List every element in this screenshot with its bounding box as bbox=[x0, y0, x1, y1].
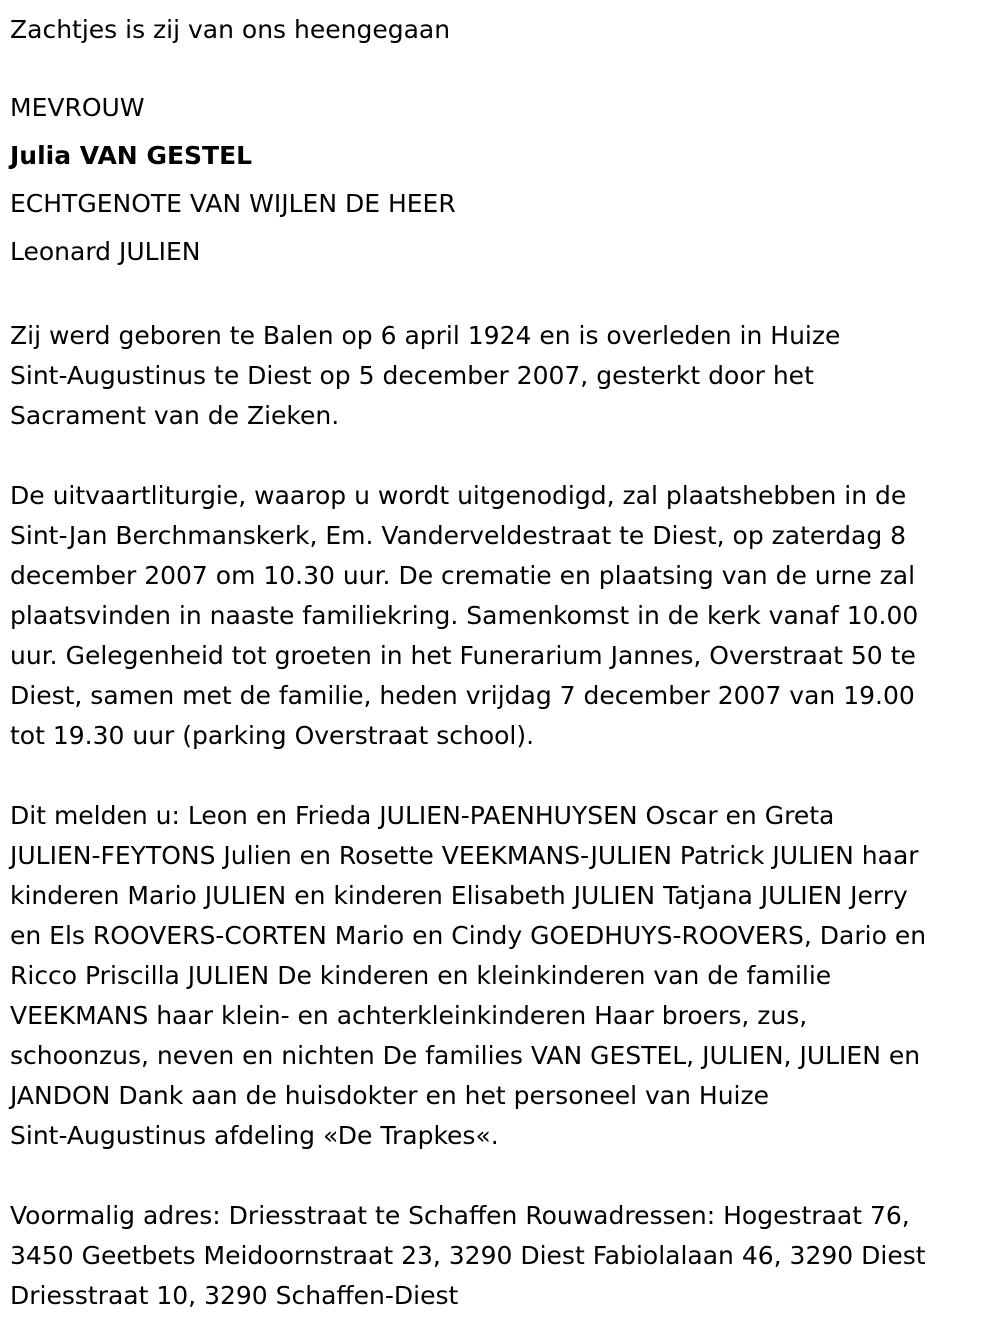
spacer bbox=[10, 436, 994, 476]
relation-line: ECHTGENOTE VAN WIJLEN DE HEER bbox=[10, 189, 456, 218]
funeral-paragraph: De uitvaartliturgie, waarop u wordt uitgenodigd, zal plaatshebben in de Sint-Jan Berchmanskerk, Em. Vanderveldestraat te Diest, op zaterdag 8 december 2007 om 10.30 uur. De crematie en plaatsing van de urne zal plaatsvinden in naaste familiekring. Samenkomst in de kerk vanaf 10.00 uur. Gelegenheid tot groeten in het Funerarium Jannes, Overstraat 50 te Diest, samen met de familie, heden vrijdag 7 december 2007 van 19.00 tot 19.30 uur (parking Overstraat school). bbox=[10, 481, 919, 750]
birth-death-paragraph: Zij werd geboren te Balen op 6 april 1924 en is overleden in Huize Sint-Augustinus te Diest op 5 december 2007, gesterkt door het Sacrament van de Zieken. bbox=[10, 321, 841, 430]
spacer bbox=[10, 756, 994, 796]
honorific: MEVROUW bbox=[10, 93, 145, 122]
spacer bbox=[10, 276, 994, 316]
family-paragraph: Dit melden u: Leon en Frieda JULIEN-PAENHUYSEN Oscar en Greta JULIEN-FEYTONS Julien en Rosette VEEKMANS-JULIEN Patrick JULIEN haar kinderen Mario JULIEN en kinderen Elisabeth JULIEN Tatjana JULIEN Jerry en Els ROOVERS-CORTEN Mario en Cindy GOEDHUYS-ROOVERS, Dario en Ricco Priscilla JULIEN De kinderen en kleinkinderen van de familie VEEKMANS haar klein- en achterkleinkinderen Haar broers, zus, schoonzus, neven en nichten De families VAN GESTEL, JULIEN, JULIEN en JANDON Dank aan de huisdokter en het personeel van Huize Sint-Augustinus afdeling «De Trapkes«. bbox=[10, 801, 927, 1150]
addresses-paragraph: Voormalig adres: Driesstraat te Schaffen Rouwadressen: Hogestraat 76, 3450 Geetbets Meidoornstraat 23, 3290 Diest Fabiolalaan 46, 3290 Diest Driesstraat 10, 3290 Schaffen-Diest bbox=[10, 1201, 926, 1310]
spacer bbox=[10, 1156, 994, 1196]
deceased-name: Julia VAN GESTEL bbox=[10, 141, 253, 170]
spacer bbox=[10, 54, 994, 84]
death-notice bbox=[10, 6, 994, 1316]
opening-line: Zachtjes is zij van ons heengegaan bbox=[10, 15, 451, 44]
spouse-name: Leonard JULIEN bbox=[10, 237, 201, 266]
